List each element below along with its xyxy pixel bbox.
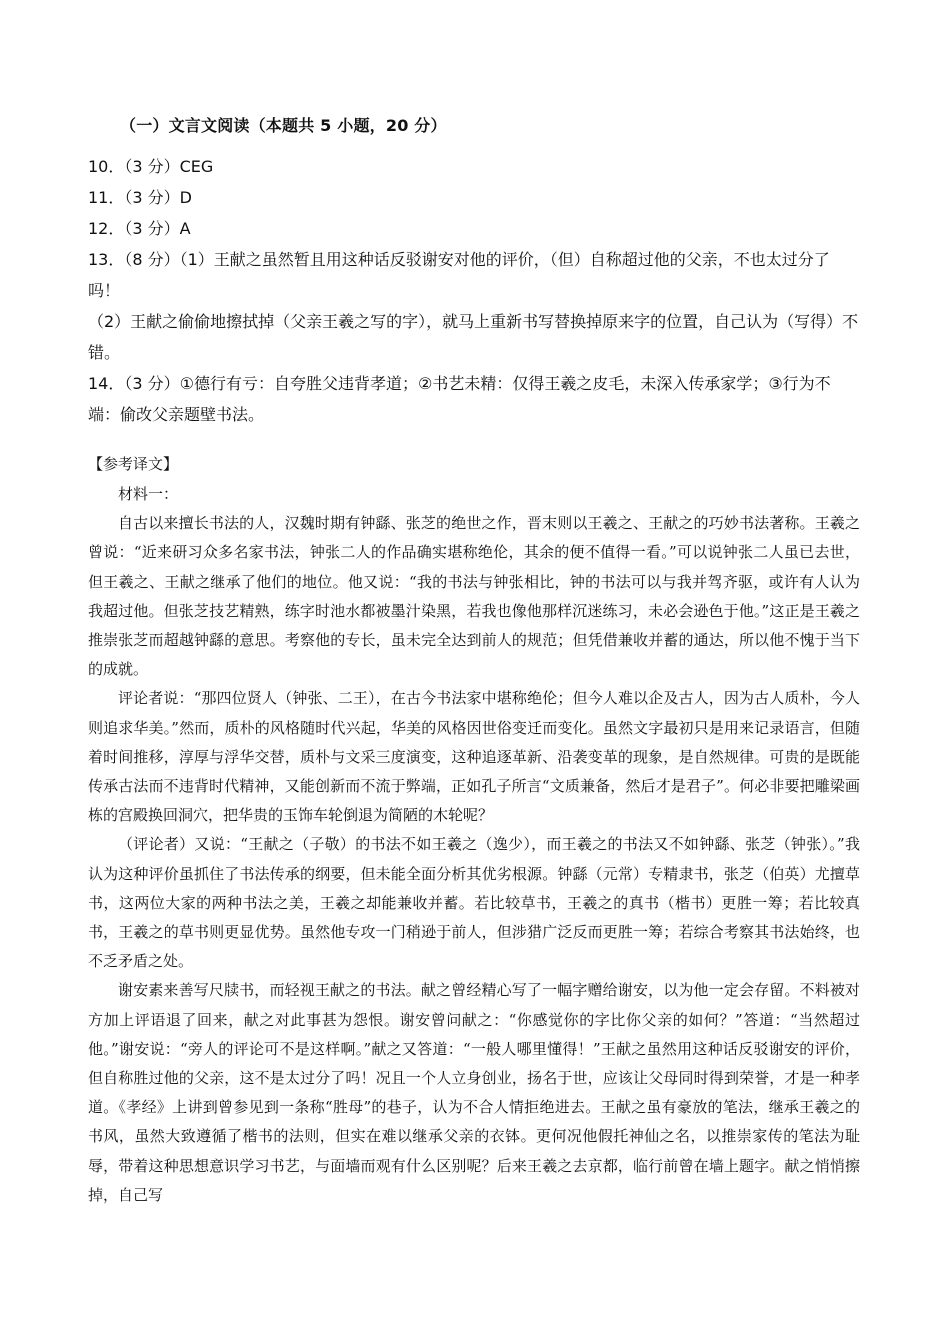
translation-paragraph: 自古以来擅长书法的人，汉魏时期有钟繇、张芝的绝世之作，晋末则以王羲之、王献之的巧妙书法著称。王羲之曾说：“近来研习众多名家书法，钟张二人的作品确实堪称绝伦，其余的便不值得一看。”可以说钟张二人虽已去世，但王羲之、王献之继承了他们的地位。他又说：“我的书法与钟张相比，钟的书法可以与我并驾齐驱，或许有人认为我超过他。但张芝技艺精熟，练字时池水都被墨汁染黑，若我也像他那样沉迷练习，未必会逊色于他。”这正是王羲之推崇张芝而超越钟繇的意思。考察他的专长，虽未完全达到前人的规范；但凭借兼收并蓄的通达，所以他不愧于当下的成就。 [88,514,860,679]
answer-item: 10．（3 分）CEG [88,157,214,176]
translation-paragraph: 材料一： [118,485,179,503]
answer-item: 14．（3 分）①德行有亏：自夸胜父违背孝道；②书艺未精：仅得王羲之皮毛，未深入传承家学；③行为不端：偷改父亲题壁书法。 [88,374,831,424]
answer-item: （2）王献之偷偷地擦拭掉（父亲王羲之写的字），就马上重新书写替换掉原来字的位置，自己认为（写得）不错。 [88,312,859,362]
reference-translation [88,480,860,1210]
section-heading: （一）文言文阅读（本题共 5 小题，20 分） [120,116,447,135]
translation-paragraph: 谢安素来善写尺牍书，而轻视王献之的书法。献之曾经精心写了一幅字赠给谢安，以为他一定会存留。不料被对方加上评语退了回来，献之对此事甚为怨恨。谢安曾问献之：“你感觉你的字比你父亲的如何？”答道：“当然超过他。”谢安说：“旁人的评论可不是这样啊。”献之又答道：“一般人哪里懂得！”王献之虽然用这种话反驳谢安的评价，但自称胜过他的父亲，这不是太过分了吗！况且一个人立身创业，扬名于世，应该让父母同时得到荣誉，才是一种孝道。《孝经》上讲到曾参见到一条称“胜母”的巷子，认为不合人情拒绝进去。王献之虽有豪放的笔法，继承王羲之的书风，虽然大致遵循了楷书的法则，但实在难以继承父亲的衣钵。更何况他假托神仙之名，以推崇家传的笔法为耻辱，带着这种思想意识学习书艺，与面墙而观有什么区别呢？后来王羲之去京都，临行前曾在墙上题字。献之悄悄擦掉，自己写 [88,981,860,1204]
answer-list [88,151,860,430]
reference-title: 【参考译文】 [88,455,179,473]
answer-item: 13．（8 分）（1）王献之虽然暂且用这种话反驳谢安对他的评价，（但）自称超过他的父亲，不也太过分了吗！ [88,250,830,300]
answer-item: 12．（3 分）A [88,219,191,238]
translation-paragraph: （评论者）又说：“王献之（子敬）的书法不如王羲之（逸少），而王羲之的书法又不如钟繇、张芝（钟张）。”我认为这种评价虽抓住了书法传承的纲要，但未能全面分析其优劣根源。钟繇（元常）专精隶书，张芝（伯英）尤擅草书，这两位大家的两种书法之美，王羲之却能兼收并蓄。若比较草书，王羲之的真书（楷书）更胜一筹；若比较真书，王羲之的草书则更显优势。虽然他专攻一门稍逊于前人，但涉猎广泛反而更胜一筹；若综合考察其书法始终，也不乏矛盾之处。 [88,835,860,971]
answer-item: 11．（3 分）D [88,188,192,207]
translation-paragraph: 评论者说：“那四位贤人（钟张、二王），在古今书法家中堪称绝伦；但今人难以企及古人，因为古人质朴，今人则追求华美。”然而，质朴的风格随时代兴起，华美的风格因世俗变迁而变化。虽然文字最初只是用来记录语言，但随着时间推移，淳厚与浮华交替，质朴与文采三度演变，这种追逐革新、沿袭变革的现象，是自然规律。可贵的是既能传承古法而不违背时代精神，又能创新而不流于弊端，正如孔子所言“文质兼备，然后才是君子”。何必非要把雕梁画栋的宫殿换回洞穴，把华贵的玉饰车轮倒退为简陋的木轮呢？ [88,689,860,825]
